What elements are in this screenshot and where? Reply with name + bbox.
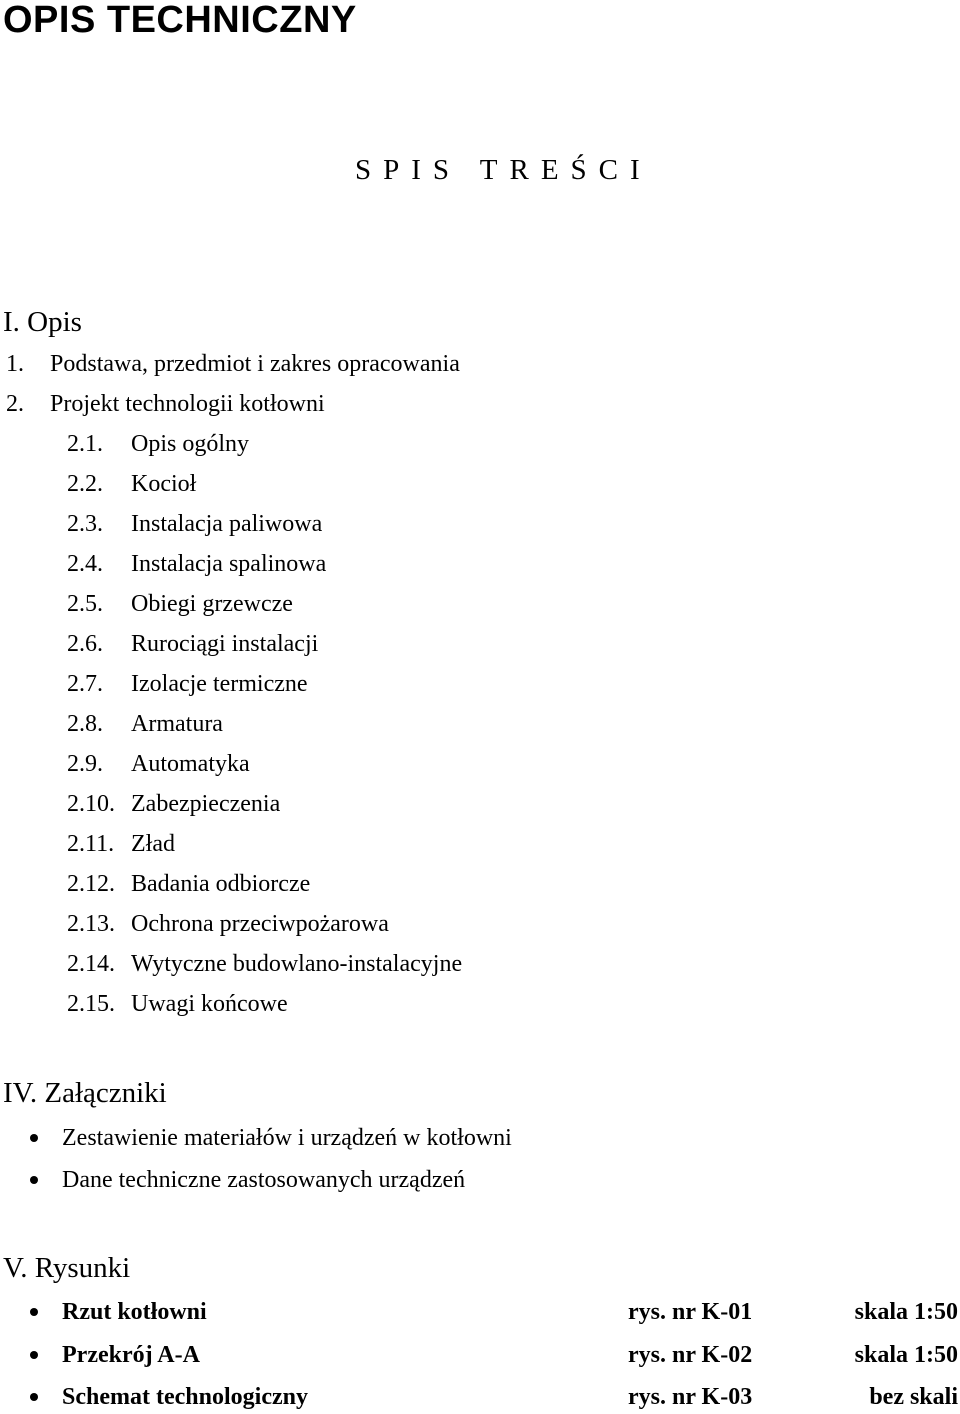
toc-subitem-number: 2.15. — [67, 991, 115, 1017]
bullet-icon — [30, 1308, 38, 1316]
toc-subitem-row — [67, 829, 667, 859]
toc-subitem-row — [67, 709, 667, 739]
toc-items-level2 — [67, 429, 667, 1029]
toc-item-row — [6, 349, 606, 379]
toc-item-text: Projekt technologii kotłowni — [50, 391, 325, 417]
list-item — [0, 1123, 700, 1153]
toc-subitem-row — [67, 589, 667, 619]
document-title: OPIS TECHNICZNY — [3, 0, 357, 41]
toc-subitem-text: Izolacje termiczne — [131, 671, 308, 697]
drawing-scale: skala 1:50 — [854, 1299, 958, 1325]
toc-subitem-row — [67, 669, 667, 699]
toc-subitem-number: 2.3. — [67, 511, 103, 537]
list-item-text: Zestawienie materiałów i urządzeń w kotłowni — [62, 1125, 512, 1151]
toc-subitem-row — [67, 429, 667, 459]
drawing-scale: skala 1:50 — [854, 1342, 958, 1368]
toc-subitem-number: 2.8. — [67, 711, 103, 737]
toc-subitem-number: 2.11. — [67, 831, 115, 857]
drawing-number: rys. nr K-02 — [628, 1342, 753, 1368]
toc-subitem-text: Uwagi końcowe — [131, 991, 288, 1017]
list-item-text: Dane techniczne zastosowanych urządzeń — [62, 1167, 466, 1193]
toc-subitem-number: 2.4. — [67, 551, 103, 577]
section-heading-opis: I. Opis — [3, 306, 82, 338]
toc-subitem-number: 2.12. — [67, 871, 115, 897]
drawing-row — [0, 1297, 960, 1327]
toc-subitem-row — [67, 949, 667, 979]
drawing-number: rys. nr K-01 — [628, 1299, 753, 1325]
toc-item-number: 2. — [6, 391, 24, 417]
section-heading-rysunki: V. Rysunki — [3, 1252, 131, 1284]
drawing-name: Schemat technologiczny — [62, 1384, 308, 1410]
toc-subitem-number: 2.10. — [67, 791, 115, 817]
toc-subitem-row — [67, 869, 667, 899]
toc-subitem-text: Zabezpieczenia — [131, 791, 281, 817]
list-item — [0, 1165, 700, 1195]
toc-subitem-number: 2.14. — [67, 951, 115, 977]
toc-heading: SPIS TREŚCI — [355, 154, 652, 186]
toc-subitem-number: 2.2. — [67, 471, 103, 497]
bullet-icon — [30, 1176, 38, 1184]
bullet-icon — [30, 1351, 38, 1359]
toc-subitem-number: 2.6. — [67, 631, 103, 657]
section-heading-zalaczniki: IV. Załączniki — [3, 1077, 167, 1109]
drawing-name: Przekrój A-A — [62, 1342, 200, 1368]
toc-items-level1 — [6, 349, 606, 417]
toc-subitem-number: 2.7. — [67, 671, 103, 697]
drawing-row — [0, 1340, 960, 1370]
toc-subitem-text: Obiegi grzewcze — [131, 591, 293, 617]
toc-item-text: Podstawa, przedmiot i zakres opracowania — [50, 351, 460, 377]
toc-item-row — [6, 389, 606, 419]
toc-subitem-row — [67, 749, 667, 779]
toc-subitem-text: Kocioł — [131, 471, 197, 497]
toc-subitem-number: 2.13. — [67, 911, 115, 937]
toc-subitem-row — [67, 909, 667, 939]
toc-subitem-text: Instalacja paliwowa — [131, 511, 323, 537]
bullet-icon — [30, 1393, 38, 1401]
toc-subitem-text: Armatura — [131, 711, 223, 737]
toc-subitem-number: 2.5. — [67, 591, 103, 617]
toc-subitem-text: Zład — [131, 831, 175, 857]
toc-subitem-text: Instalacja spalinowa — [131, 551, 327, 577]
toc-item-number: 1. — [6, 351, 24, 377]
toc-subitem-number: 2.9. — [67, 751, 103, 777]
toc-subitem-row — [67, 629, 667, 659]
toc-subitem-text: Wytyczne budowlano-instalacyjne — [131, 951, 463, 977]
toc-subitem-row — [67, 509, 667, 539]
toc-subitem-text: Opis ogólny — [131, 431, 250, 457]
toc-subitem-text: Ochrona przeciwpożarowa — [131, 911, 389, 937]
toc-subitem-number: 2.1. — [67, 431, 103, 457]
toc-subitem-row — [67, 469, 667, 499]
bullet-icon — [30, 1134, 38, 1142]
drawing-name: Rzut kotłowni — [62, 1299, 207, 1325]
drawing-scale: bez skali — [869, 1384, 958, 1410]
toc-subitem-row — [67, 789, 667, 819]
drawing-number: rys. nr K-03 — [628, 1384, 753, 1410]
toc-subitem-text: Badania odbiorcze — [131, 871, 311, 897]
toc-subitem-text: Automatyka — [131, 751, 250, 777]
toc-subitem-row — [67, 989, 667, 1019]
toc-subitem-text: Rurociągi instalacji — [131, 631, 319, 657]
drawing-row — [0, 1382, 960, 1412]
toc-subitem-row — [67, 549, 667, 579]
